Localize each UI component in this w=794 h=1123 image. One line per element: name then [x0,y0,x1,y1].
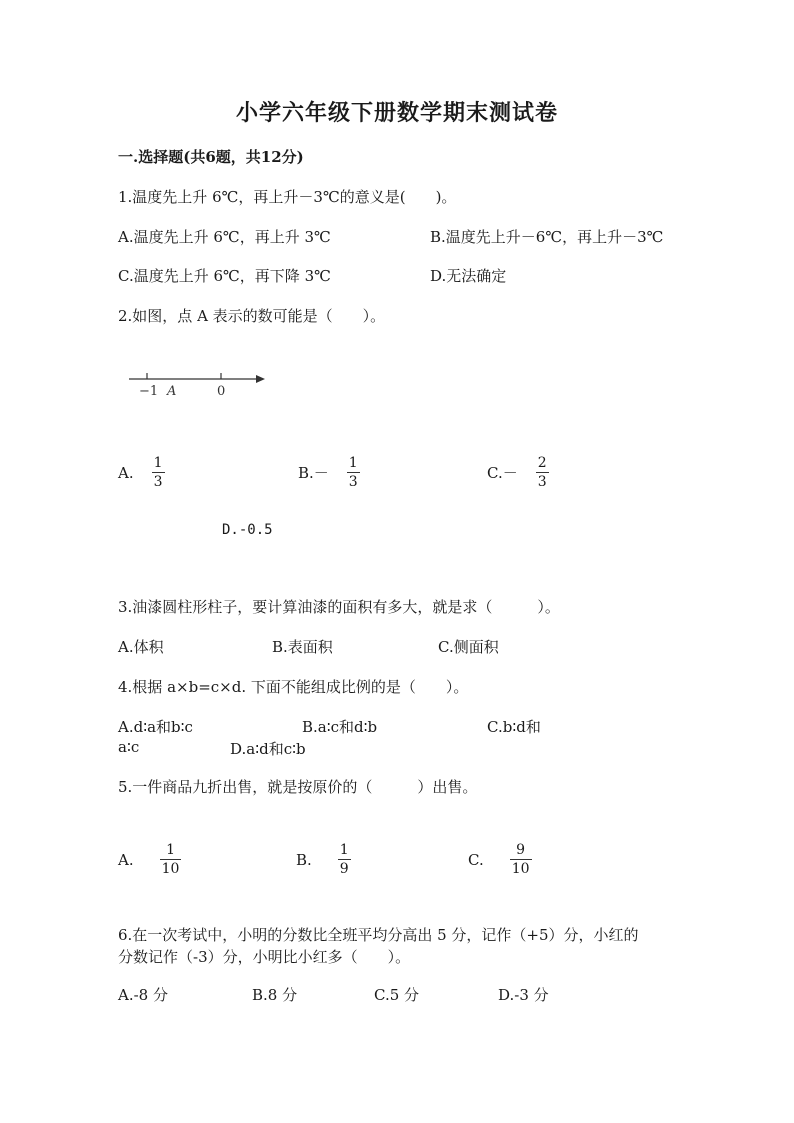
question-5-option-c[interactable] [468,843,532,876]
question-1-option-d[interactable]: D.无法确定 [430,267,507,285]
question-4-option-a[interactable]: A.d∶a和b∶c [118,718,193,736]
numerator: 1 [339,842,349,858]
fraction [347,456,360,489]
question-2-option-d[interactable]: D.-0.5 [222,522,273,538]
question-4-option-d[interactable]: D.a∶d和c∶b [230,740,306,758]
option-label: C. [468,850,484,869]
question-5-option-b[interactable] [296,843,351,876]
question-4-option-b[interactable]: B.a∶c和d∶b [302,718,378,736]
question-1-option-a[interactable]: A.温度先上升 6℃，再上升 3℃ [118,228,331,246]
question-5-option-a[interactable] [118,843,181,876]
fraction [152,456,165,489]
question-6-stem-line2: 分数记作（-3）分，小明比小红多（ ）。 [118,948,411,966]
option-label: C.－ [487,464,518,482]
question-6-option-a[interactable]: A.-8 分 [118,986,168,1004]
question-6-option-c[interactable]: C.5 分 [374,986,420,1004]
option-label: B. [296,850,312,869]
numerator: 1 [166,842,175,858]
denominator: 9 [339,861,349,877]
numerator: 1 [153,455,163,471]
question-2-option-a[interactable] [118,456,165,489]
question-4-option-c-line1[interactable]: C.b∶d和 [487,718,541,736]
denominator: 3 [153,474,163,490]
fraction [160,843,182,876]
question-3-option-b[interactable]: B.表面积 [272,638,333,656]
question-6-option-d[interactable]: D.-3 分 [498,986,549,1004]
fraction [510,843,532,876]
denominator: 3 [537,474,547,490]
question-1-stem: 1.温度先上升 6℃，再上升－3℃的意义是( )。 [118,188,457,206]
fraction [536,456,549,489]
question-6-option-b[interactable]: B.8 分 [252,986,298,1004]
question-5-stem: 5.一件商品九折出售，就是按原价的（ ）出售。 [118,778,478,796]
denominator: 3 [348,474,358,490]
fraction [338,843,351,876]
question-3-option-c[interactable]: C.侧面积 [438,638,499,656]
label-zero: 0 [217,384,226,399]
number-line-arrow [256,375,265,383]
numerator: 9 [516,842,526,858]
label-point-a: A [167,384,177,399]
question-4-option-c-line2[interactable]: a∶c [118,738,140,756]
question-1-option-c[interactable]: C.温度先上升 6℃，再下降 3℃ [118,267,331,285]
option-label: B.－ [298,464,329,482]
denominator: 10 [511,861,530,877]
numerator: 2 [537,455,547,471]
option-label: A. [118,850,134,869]
section-heading: 一.选择题(共6题，共12分) [118,148,304,166]
question-6-stem-line1: 6.在一次考试中，小明的分数比全班平均分高出 5 分，记作（+5）分，小红的 [118,926,639,944]
question-1-option-b[interactable]: B.温度先上升－6℃，再上升－3℃ [430,228,664,246]
question-2-stem: 2.如图，点 A 表示的数可能是（ ）。 [118,307,386,325]
question-4-stem: 4.根据 a×b=c×d. 下面不能组成比例的是（ ）。 [118,678,469,696]
numerator: 1 [348,455,358,471]
question-2-option-c[interactable] [487,456,549,489]
question-2-option-b[interactable] [298,456,360,489]
option-label: A. [118,463,134,482]
label-minus-one: −1 [139,384,159,399]
page-title: 小学六年级下册数学期末测试卷 [235,100,558,126]
denominator: 10 [161,861,180,877]
question-3-stem: 3.油漆圆柱形柱子，要计算油漆的面积有多大，就是求（ ）。 [118,598,560,616]
number-line-figure [125,365,275,401]
question-3-option-a[interactable]: A.体积 [118,638,164,656]
